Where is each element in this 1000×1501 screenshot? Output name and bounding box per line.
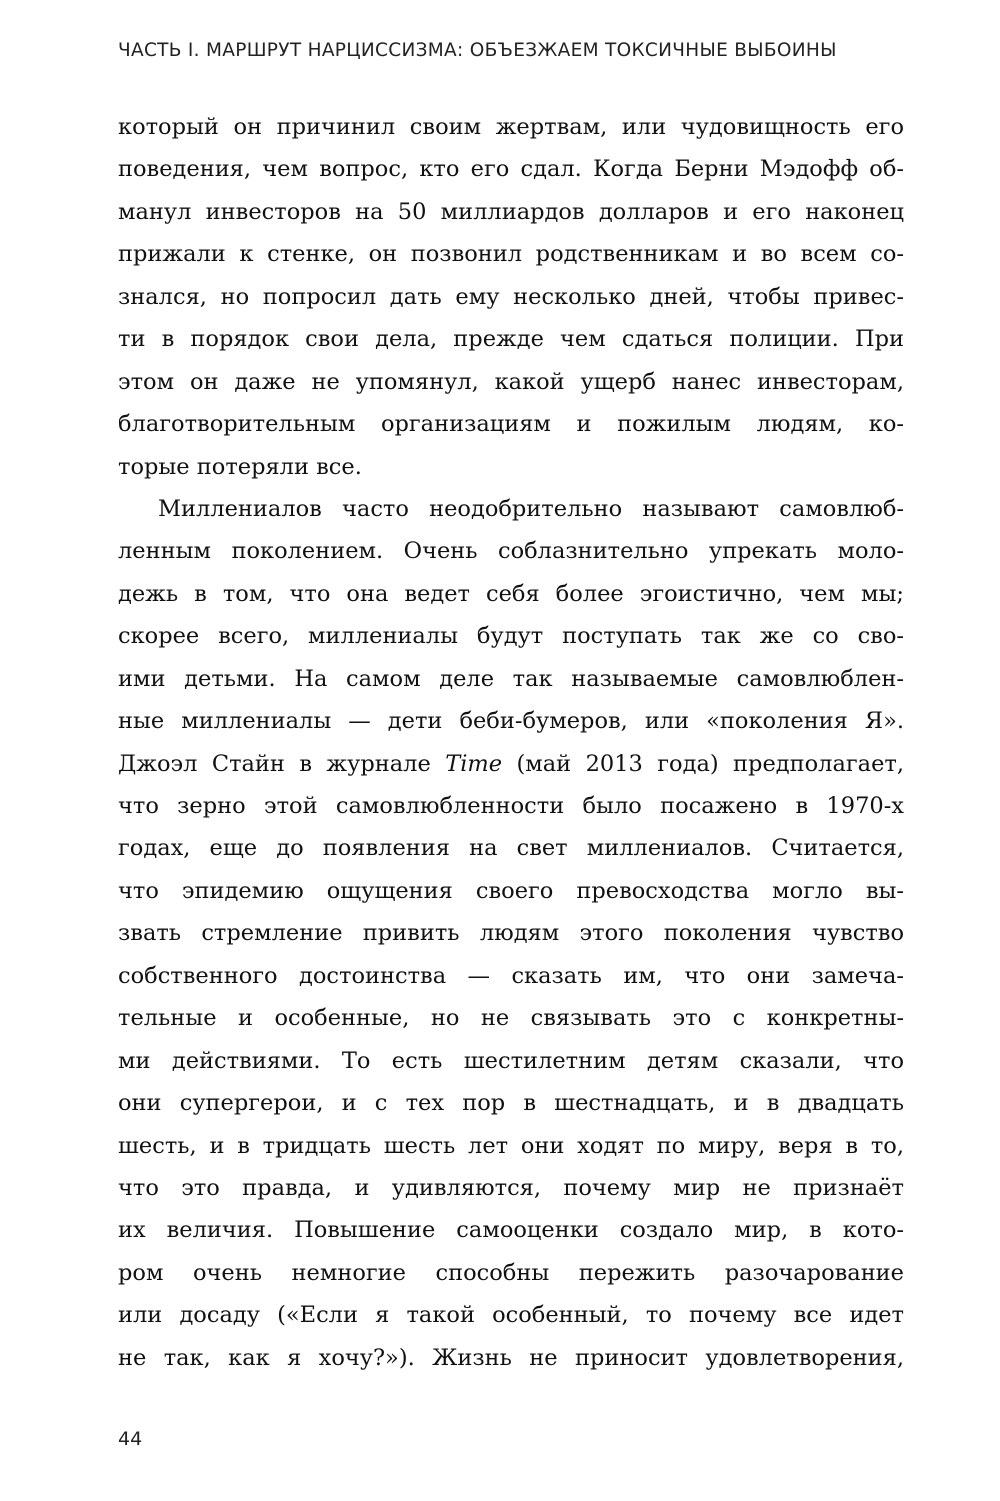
text-line: ные миллениалы — дети беби-бумеров, или «поколения Я». xyxy=(118,708,904,735)
text-line: манул инвесторов на 50 миллиардов долларов и его наконец xyxy=(118,198,904,225)
text-segment: Джоэл Стайн в журнале xyxy=(118,750,446,777)
text-line: ленным поколением. Очень соблазнительно упрекать моло- xyxy=(118,538,904,565)
text-line: скорее всего, миллениалы будут поступать так же со сво- xyxy=(118,623,904,650)
text-line: ти в порядок свои дела, прежде чем сдаться полиции. При xyxy=(118,326,904,353)
text-line: ром очень немногие способны пережить разочарование xyxy=(118,1259,904,1286)
text-line: Миллениалов часто неодобрительно называют самовлюб- xyxy=(158,495,904,522)
text-line: звать стремление привить людям этого поколения чувство xyxy=(118,920,904,947)
text-line: знался, но попросил дать ему несколько дней, чтобы привес- xyxy=(118,283,904,310)
text-line: они супергерои, и с тех пор в шестнадцать, и в двадцать xyxy=(118,1090,904,1117)
text-line: годах, еще до появления на свет миллениалов. Считается, xyxy=(118,835,904,862)
text-line: благотворительным организациям и пожилым людям, ко- xyxy=(118,411,904,438)
text-line: торые потеряли все. xyxy=(118,453,362,480)
text-line: ими детьми. На самом деле так называемые самовлюблен- xyxy=(118,665,904,692)
text-line: не так, как я хочу?»). Жизнь не приносит удовлетворения, xyxy=(118,1344,904,1371)
text-line: этом он даже не упомянул, какой ущерб нанес инвесторам, xyxy=(118,368,904,395)
text-line: шесть, и в тридцать шесть лет они ходят по миру, веря в то, xyxy=(118,1132,904,1159)
text-line-with-italic xyxy=(118,743,904,785)
journal-title: Time xyxy=(445,750,503,777)
text-line: что эпидемию ощущения своего превосходства могло вы- xyxy=(118,877,904,904)
paragraph-1 xyxy=(118,106,904,488)
text-line: дежь в том, что она ведет себя более эгоистично, чем мы; xyxy=(118,580,904,607)
text-line: поведения, чем вопрос, кто его сдал. Когда Берни Мэдофф об- xyxy=(118,156,904,183)
text-segment: (май 2013 года) предполагает, xyxy=(502,750,904,777)
text-line: собственного достоинства — сказать им, что они замеча- xyxy=(118,962,904,989)
text-line: который он причинил своим жертвам, или чудовищность его xyxy=(118,114,904,140)
text-line: что зерно этой самовлюбленности было посажено в 1970-х xyxy=(118,793,904,819)
text-line: ми действиями. То есть шестилетним детям сказали, что xyxy=(118,1047,904,1074)
page-number: 44 xyxy=(118,1428,143,1450)
text-line: их величия. Повышение самооценки создало мир, в кото- xyxy=(118,1217,904,1244)
body-text xyxy=(118,106,904,1379)
text-line: тельные и особенные, но не связывать это с конкретны- xyxy=(118,1005,904,1032)
text-line: или досаду («Если я такой особенный, то почему все идет xyxy=(118,1302,904,1329)
text-line: что это правда, и удивляются, почему мир не признаёт xyxy=(118,1174,904,1201)
running-head: ЧАСТЬ I. МАРШРУТ НАРЦИССИЗМА: ОБЪЕЗЖАЕМ ТОКСИЧНЫЕ ВЫБОИНЫ xyxy=(118,40,837,61)
text-line: прижали к стенке, он позвонил родственникам и во всем со- xyxy=(118,241,904,268)
paragraph-2 xyxy=(118,488,904,1379)
